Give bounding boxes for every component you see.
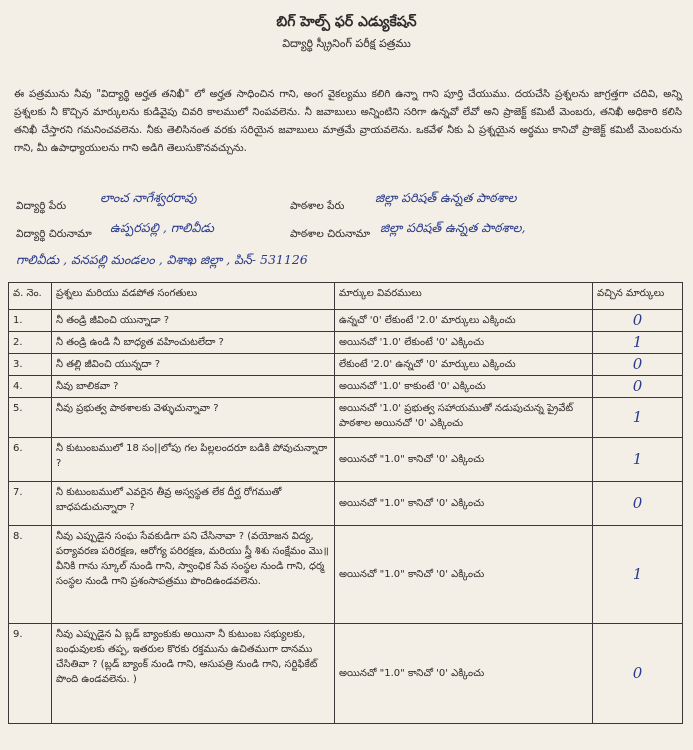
row-question: నీ తండ్రి జీవించి యున్నాడా ? bbox=[52, 310, 335, 332]
instructions-paragraph: ఈ పత్రమును నీవు "విద్యార్థి అర్హత తనిఖీ" లో అర్హత సాధించిన గాని, అంగ వైకల్యము కలిగి ఉన్నా గాని పూర్తి చేయుము. దయచేసి ప్రశ్నలను జాగ్రత్తగా చదివి, అన్ని ప్రశ్నలకు నీ కొచ్చిన మార్కులను కుడివైపు చివరి కాలములో నింపవలెను. నీ జవాబులు అన్నింటిని సరిగా ఉన్నవో లేవో అని ప్రాజెక్ట్ కమిటీ మెంబరు, తనిఖీ అధికారి కలిసి తనిఖీ చేస్తారని గమనించవలెను. నీకు తెలిసినంత వరకు సరియైన జవాబులు మాత్రమే వ్రాయవలెను. ఒకవేళ నీకు ఏ ప్రశ్నయైన అర్థము కానిచో ప్రాజెక్ట్ కమిటీ మెంబరును గాని, మీ ఉపాధ్యాయులను గాని అడిగి తెలుసుకొనవచ్చును. bbox=[14, 89, 682, 154]
row-marks[interactable]: 1 bbox=[593, 398, 683, 438]
row-criteria: అయినచో "1.0" కానిచో '0' ఎక్కించు bbox=[335, 526, 593, 624]
row-marks[interactable]: 0 bbox=[593, 482, 683, 526]
row-number: 2. bbox=[9, 332, 52, 354]
row-criteria: అయినచో "1.0" కానిచో '0' ఎక్కించు bbox=[335, 438, 593, 482]
student-address-value[interactable]: ఉప్పరపల్లి , గాలివీడు bbox=[110, 220, 214, 235]
row-criteria: లేకుంటే '2.0' ఉన్నచో '0' మార్కులు ఎక్కించు bbox=[335, 354, 593, 376]
row-number: 3. bbox=[9, 354, 52, 376]
table-row bbox=[9, 482, 683, 526]
row-number: 1. bbox=[9, 310, 52, 332]
table-row bbox=[9, 624, 683, 724]
school-name-value[interactable]: జిల్లా పరిషత్ ఉన్నత పాఠశాల bbox=[375, 190, 517, 205]
row-criteria: అయినచో "1.0" కానిచో '0' ఎక్కించు bbox=[335, 482, 593, 526]
table-row bbox=[9, 376, 683, 398]
student-name-label: విద్యార్థి పేరు bbox=[16, 200, 67, 212]
row-number: 5. bbox=[9, 398, 52, 438]
row-question: నీ తల్లి జీవించి యున్నదా ? bbox=[52, 354, 335, 376]
school-address-value[interactable]: జిల్లా పరిషత్ ఉన్నత పాఠశాల, bbox=[380, 220, 526, 235]
header-criteria: మార్కుల వివరములు bbox=[335, 283, 593, 310]
row-marks[interactable]: 1 bbox=[593, 526, 683, 624]
row-criteria: అయినచో '1.0' లేకుంటే '0' ఎక్కించు bbox=[335, 332, 593, 354]
row-question: నీవు ప్రభుత్వ పాఠశాలకు వెళ్ళుచున్నావా ? bbox=[52, 398, 335, 438]
table-row bbox=[9, 438, 683, 482]
row-number: 8. bbox=[9, 526, 52, 624]
row-question: నీ తండ్రి ఉండి నీ బాధ్యత వహించుటలేదా ? bbox=[52, 332, 335, 354]
row-marks[interactable]: 1 bbox=[593, 332, 683, 354]
row-marks[interactable]: 0 bbox=[593, 376, 683, 398]
row-question: నీ కుటుంబములో ఎవరైన తీవ్ర అస్వస్థత లేక దీర్ఘ రోగముతో బాధపడుచున్నారా ? bbox=[52, 482, 335, 526]
row-criteria: ఉన్నచో '0' లేకుంటే '2.0' మార్కులు ఎక్కించు bbox=[335, 310, 593, 332]
row-marks[interactable]: 0 bbox=[593, 310, 683, 332]
row-criteria: అయినచో '1.0' కాకుంటే '0' ఎక్కించు bbox=[335, 376, 593, 398]
header-marks: వచ్చిన మార్కులు bbox=[593, 283, 683, 310]
row-question: నీ కుటుంబములో 18 సం||లోపు గల పిల్లలందరూ బడికి పోవుచున్నారా ? bbox=[52, 438, 335, 482]
header-questions: ప్రశ్నలు మరియు వడపోత సంగతులు bbox=[52, 283, 335, 310]
student-address-label: విద్యార్థి చిరునామా bbox=[16, 228, 92, 240]
row-criteria: అయినచో '1.0' ప్రభుత్వ సహాయముతో నడుపుచున్న ప్రైవేట్ పాఠశాల అయినచో '0' ఎక్కించు bbox=[335, 398, 593, 438]
row-question: నీవు ఎప్పుడైన సంఘ సేవకుడిగా పని చేసినావా ? (వయోజన విద్య, పర్యావరణ పరిరక్షణ, ఆరోగ్య పరిరక్షణ, మరియు స్త్రీ శిశు సంక్షేమం మొ॥ వీనికి గాను స్కూల్ నుండి గాని, స్వాంఛిక సేవ సంస్థల నుండి గాని, ధర్మ సంస్థల నుండి గాని ప్రశంసాపత్రము పొందిఉండవలెను. bbox=[52, 526, 335, 624]
row-number: 7. bbox=[9, 482, 52, 526]
student-name-value[interactable]: లాంచ నాగేశ్వరరావు bbox=[100, 190, 197, 205]
row-marks[interactable]: 1 bbox=[593, 438, 683, 482]
row-question: నీవు బాలికవా ? bbox=[52, 376, 335, 398]
table-row bbox=[9, 398, 683, 438]
row-marks[interactable]: 0 bbox=[593, 354, 683, 376]
row-number: 4. bbox=[9, 376, 52, 398]
table-row bbox=[9, 354, 683, 376]
school-name-label: పాఠశాల పేరు bbox=[290, 200, 345, 212]
form-title: బిగ్ హెల్ప్ ఫర్ ఎడ్యుకేషన్ bbox=[276, 14, 417, 30]
form-subtitle: విద్యార్థి స్క్రీనింగ్ పరీక్ష పత్రము bbox=[282, 37, 411, 50]
table-header-row bbox=[9, 283, 683, 310]
table-row bbox=[9, 526, 683, 624]
table-row bbox=[9, 310, 683, 332]
row-question: నీవు ఎప్పుడైన ఏ బ్లడ్ బ్యాంకుకు అయినా నీ కుటుంబ సభ్యులకు, బంధువులకు తప్ప, ఇతరుల కొరకు రక్తమును ఉచితముగా దానము చేసితివా ? (బ్లడ్ బ్యాంక్ నుండి గాని, ఆసుపత్రి నుండి గాని, సర్టిఫికేట్ పొంది ఉండవలెను. ) bbox=[52, 624, 335, 724]
row-number: 9. bbox=[9, 624, 52, 724]
screening-table bbox=[8, 282, 683, 724]
table-row bbox=[9, 332, 683, 354]
header-serial: వ. నెం. bbox=[9, 283, 52, 310]
row-criteria: అయినచో "1.0" కానిచో '0' ఎక్కించు bbox=[335, 624, 593, 724]
row-number: 6. bbox=[9, 438, 52, 482]
school-address-label: పాఠశాల చిరునామా bbox=[290, 228, 371, 240]
address-line-2-value[interactable]: గాలివీడు , వనపల్లి మండలం , విశాఖ జిల్లా , పిన్- 531126 bbox=[16, 252, 308, 267]
row-marks[interactable]: 0 bbox=[593, 624, 683, 724]
